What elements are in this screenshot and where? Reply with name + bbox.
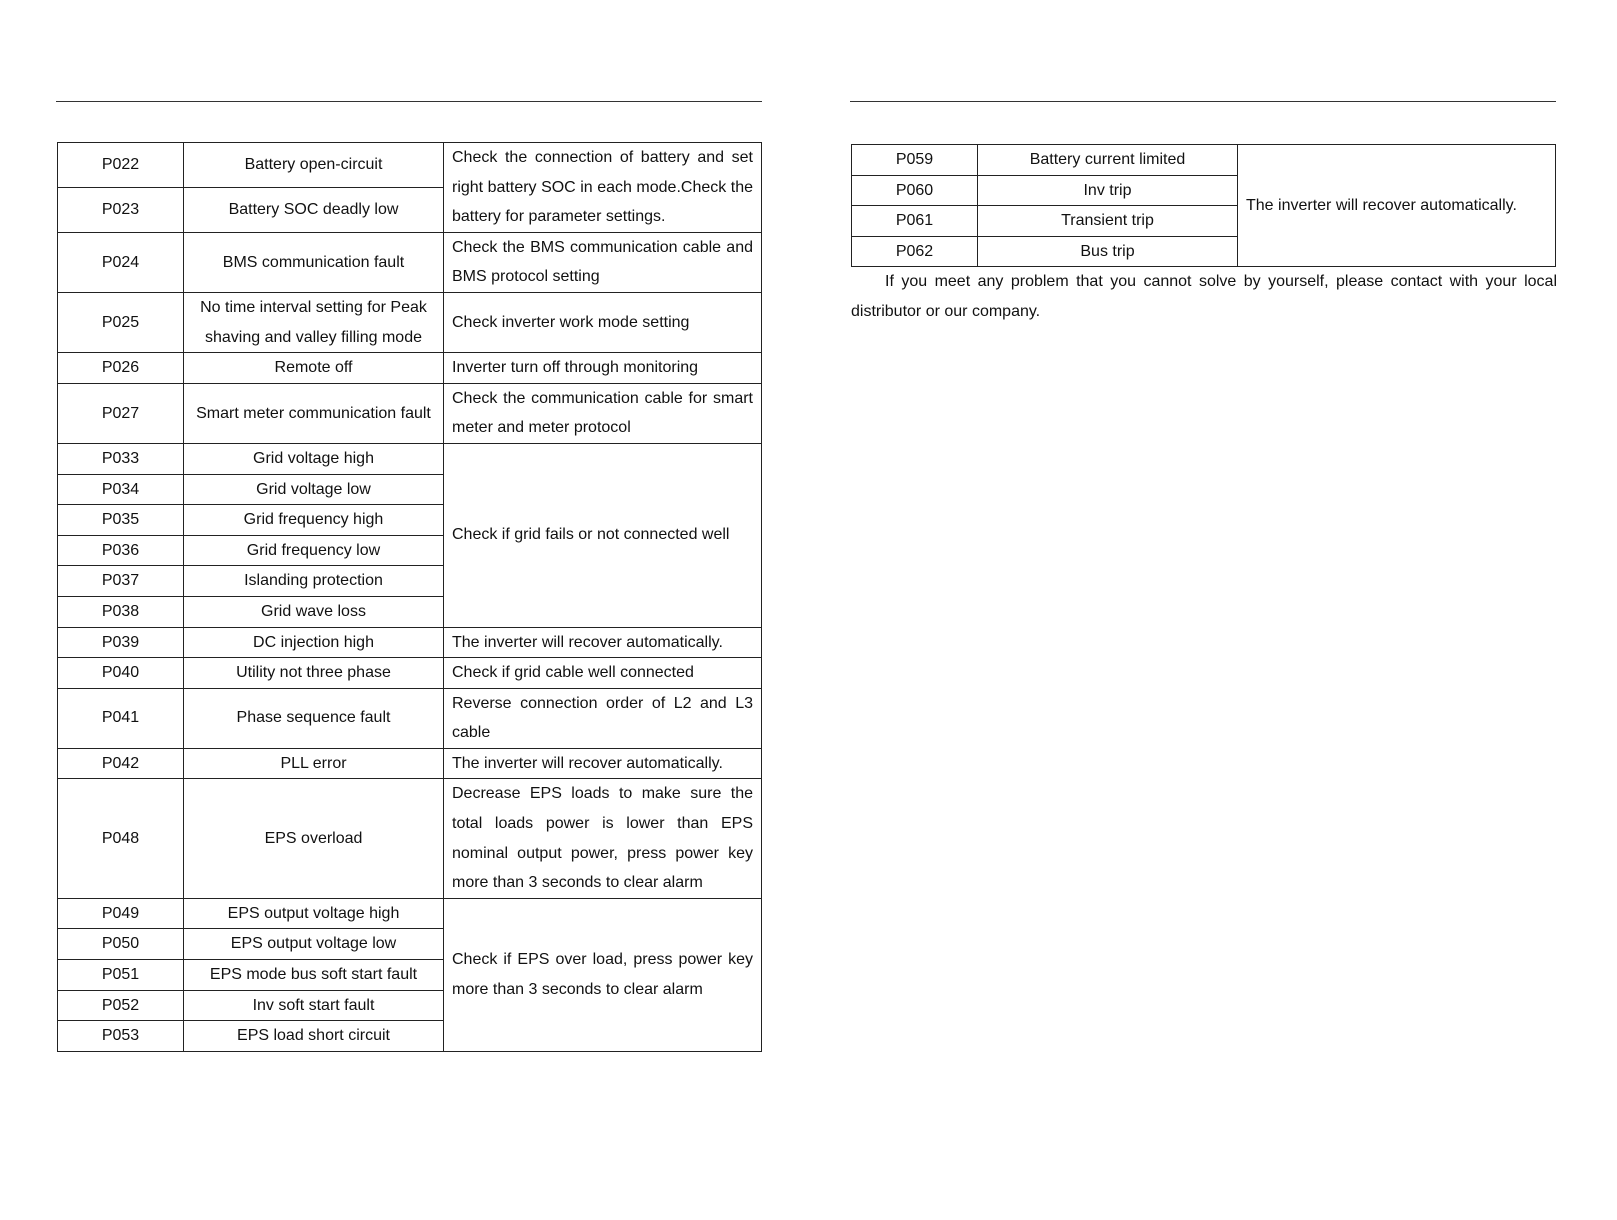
fault-code-cell: P033 [58,443,184,474]
fault-code-cell: P060 [852,175,978,206]
right-header-rule [850,101,1556,102]
fault-code-cell: P042 [58,748,184,779]
fault-code-table-left [57,142,762,1052]
fault-code-cell: P049 [58,898,184,929]
fault-description-cell: EPS output voltage low [184,929,444,960]
fault-code-cell: P036 [58,535,184,566]
table-row [58,898,762,929]
fault-code-cell: P035 [58,505,184,536]
solution-cell: Check inverter work mode setting [444,292,762,352]
fault-code-cell: P038 [58,596,184,627]
solution-cell: The inverter will recover automatically. [444,748,762,779]
fault-code-cell: P026 [58,353,184,384]
fault-description-cell: No time interval setting for Peak shaving and valley filling mode [184,292,444,352]
fault-description-cell: Battery current limited [978,145,1238,176]
solution-cell: The inverter will recover automatically. [444,627,762,658]
table-row [58,443,762,474]
table-row [58,688,762,748]
fault-code-cell: P027 [58,383,184,443]
fault-code-cell: P023 [58,187,184,232]
fault-description-cell: Grid voltage low [184,474,444,505]
solution-cell: Check if EPS over load, press power key more than 3 seconds to clear alarm [444,898,762,1051]
solution-cell: Check the BMS communication cable and BMS protocol setting [444,232,762,292]
table-row [58,143,762,188]
solution-cell: Inverter turn off through monitoring [444,353,762,384]
fault-code-cell: P059 [852,145,978,176]
fault-description-cell: Smart meter communication fault [184,383,444,443]
solution-cell: Check the communication cable for smart meter and meter protocol [444,383,762,443]
fault-description-cell: Grid voltage high [184,443,444,474]
fault-code-cell: P048 [58,779,184,898]
table-row [58,353,762,384]
solution-cell: Reverse connection order of L2 and L3 cable [444,688,762,748]
table-row [58,627,762,658]
fault-code-cell: P041 [58,688,184,748]
solution-cell: Check if grid fails or not connected well [444,443,762,627]
table-row [58,232,762,292]
fault-code-cell: P039 [58,627,184,658]
fault-code-cell: P034 [58,474,184,505]
fault-description-cell: Grid frequency high [184,505,444,536]
fault-description-cell: Inv trip [978,175,1238,206]
fault-description-cell: Grid frequency low [184,535,444,566]
fault-code-cell: P050 [58,929,184,960]
fault-description-cell: Battery open-circuit [184,143,444,188]
table-row [58,748,762,779]
fault-description-cell: Bus trip [978,236,1238,267]
fault-description-cell: DC injection high [184,627,444,658]
fault-code-table-right [851,144,1556,267]
fault-description-cell: EPS load short circuit [184,1021,444,1052]
fault-code-cell: P022 [58,143,184,188]
fault-code-cell: P040 [58,658,184,689]
left-header-rule [56,101,762,102]
fault-description-cell: Grid wave loss [184,596,444,627]
fault-description-cell: Inv soft start fault [184,990,444,1021]
fault-code-cell: P037 [58,566,184,597]
fault-description-cell: Battery SOC deadly low [184,187,444,232]
solution-cell: Decrease EPS loads to make sure the total loads power is lower than EPS nominal output power, press power key more than 3 seconds to clear alarm [444,779,762,898]
solution-cell: The inverter will recover automatically. [1238,145,1556,267]
fault-description-cell: Remote off [184,353,444,384]
fault-code-cell: P051 [58,960,184,991]
fault-code-cell: P025 [58,292,184,352]
fault-description-cell: Islanding protection [184,566,444,597]
table-row [852,145,1556,176]
fault-description-cell: BMS communication fault [184,232,444,292]
fault-description-cell: PLL error [184,748,444,779]
table-row [58,292,762,352]
contact-note: If you meet any problem that you cannot solve by yourself, please contact with your local distributor or our company. [851,273,1557,320]
fault-description-cell: EPS overload [184,779,444,898]
fault-description-cell: EPS mode bus soft start fault [184,960,444,991]
solution-cell: Check the connection of battery and set right battery SOC in each mode.Check the battery for parameter settings. [444,143,762,233]
fault-description-cell: Utility not three phase [184,658,444,689]
fault-code-cell: P052 [58,990,184,1021]
fault-code-cell: P061 [852,206,978,237]
fault-description-cell: EPS output voltage high [184,898,444,929]
fault-code-cell: P062 [852,236,978,267]
table-row [58,779,762,898]
fault-description-cell: Transient trip [978,206,1238,237]
fault-code-cell: P024 [58,232,184,292]
table-row [58,658,762,689]
table-row [58,383,762,443]
fault-code-cell: P053 [58,1021,184,1052]
fault-description-cell: Phase sequence fault [184,688,444,748]
solution-cell: Check if grid cable well connected [444,658,762,689]
